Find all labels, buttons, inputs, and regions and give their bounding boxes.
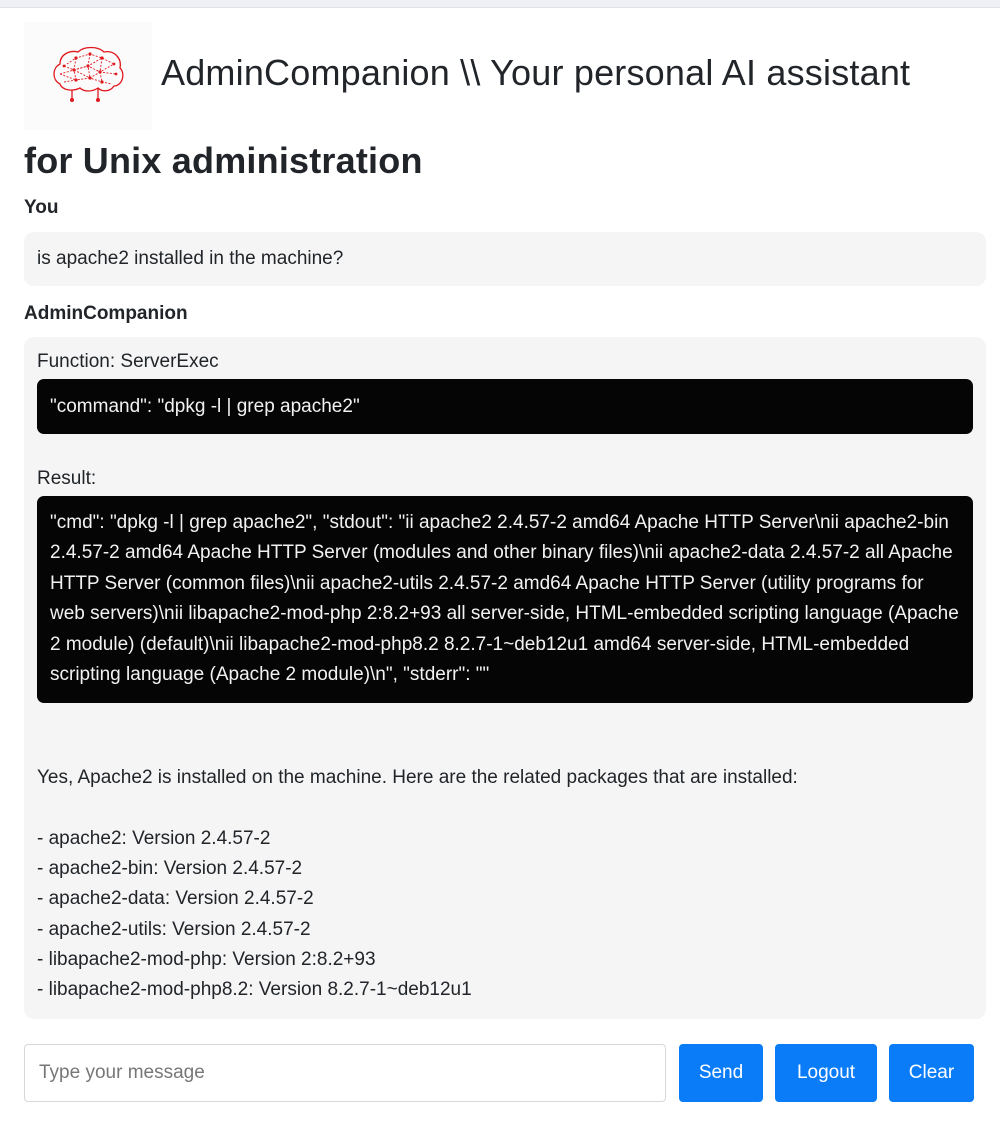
user-label: You	[24, 197, 59, 218]
user-message	[24, 232, 986, 286]
assistant-label: AdminCompanion	[24, 303, 188, 324]
package-item: - libapache2-mod-php8.2: Version 8.2.7-1~deb12u1	[37, 979, 472, 1001]
function-label: Function: ServerExec	[37, 351, 219, 372]
package-item: - apache2: Version 2.4.57-2	[37, 828, 271, 849]
brain-network-icon	[50, 44, 126, 108]
send-button[interactable]: Send	[679, 1044, 763, 1102]
logo	[24, 22, 152, 130]
command-code-block	[37, 379, 973, 434]
message-input[interactable]	[24, 1044, 666, 1102]
app-title: AdminCompanion \\ Your personal AI assistant	[161, 52, 911, 93]
message-composer	[24, 1044, 974, 1102]
app-subtitle: for Unix administration	[24, 140, 423, 181]
package-list	[37, 824, 967, 1005]
answer-intro: Yes, Apache2 is installed on the machine. Here are the related packages that are installed:	[37, 767, 798, 788]
result-code-block: "cmd": "dpkg -l | grep apache2", "stdout": "ii apache2 2.4.57-2 amd64 Apache HTTP Server\nii apache2-bin 2.4.57-2 amd64 Apache HTTP Server (modules and other binary files)\nii apache2-data 2.4.57-2 all Apache HTTP Server (common files)\nii apache2-utils 2.4.57-2 amd64 Apache HTTP Server (utility programs for web servers)\nii libapache2-mod-php 2:8.2+93 all server-side, HTML-embedded scripting language (Apache 2 module) (default)\nii libapache2-mod-php8.2 8.2.7-1~deb12u1 amd64 server-side, HTML-embedded scripting language (Apache 2 module)\n", "stderr": ""	[37, 496, 973, 703]
package-item: - apache2-data: Version 2.4.57-2	[37, 888, 314, 910]
package-item: - libapache2-mod-php: Version 2:8.2+93	[37, 948, 376, 970]
result-label: Result:	[37, 468, 97, 489]
package-item: - apache2-bin: Version 2.4.57-2	[37, 858, 303, 880]
logout-button[interactable]: Logout	[775, 1044, 877, 1102]
assistant-message	[24, 337, 986, 1019]
user-message-text: is apache2 installed in the machine?	[37, 248, 344, 269]
browser-top-bar	[0, 0, 1000, 8]
package-item: - apache2-utils: Version 2.4.57-2	[37, 918, 311, 940]
clear-button[interactable]: Clear	[889, 1044, 974, 1102]
assistant-answer	[37, 763, 967, 1005]
command-text: "command": "dpkg -l | grep apache2"	[50, 395, 360, 417]
